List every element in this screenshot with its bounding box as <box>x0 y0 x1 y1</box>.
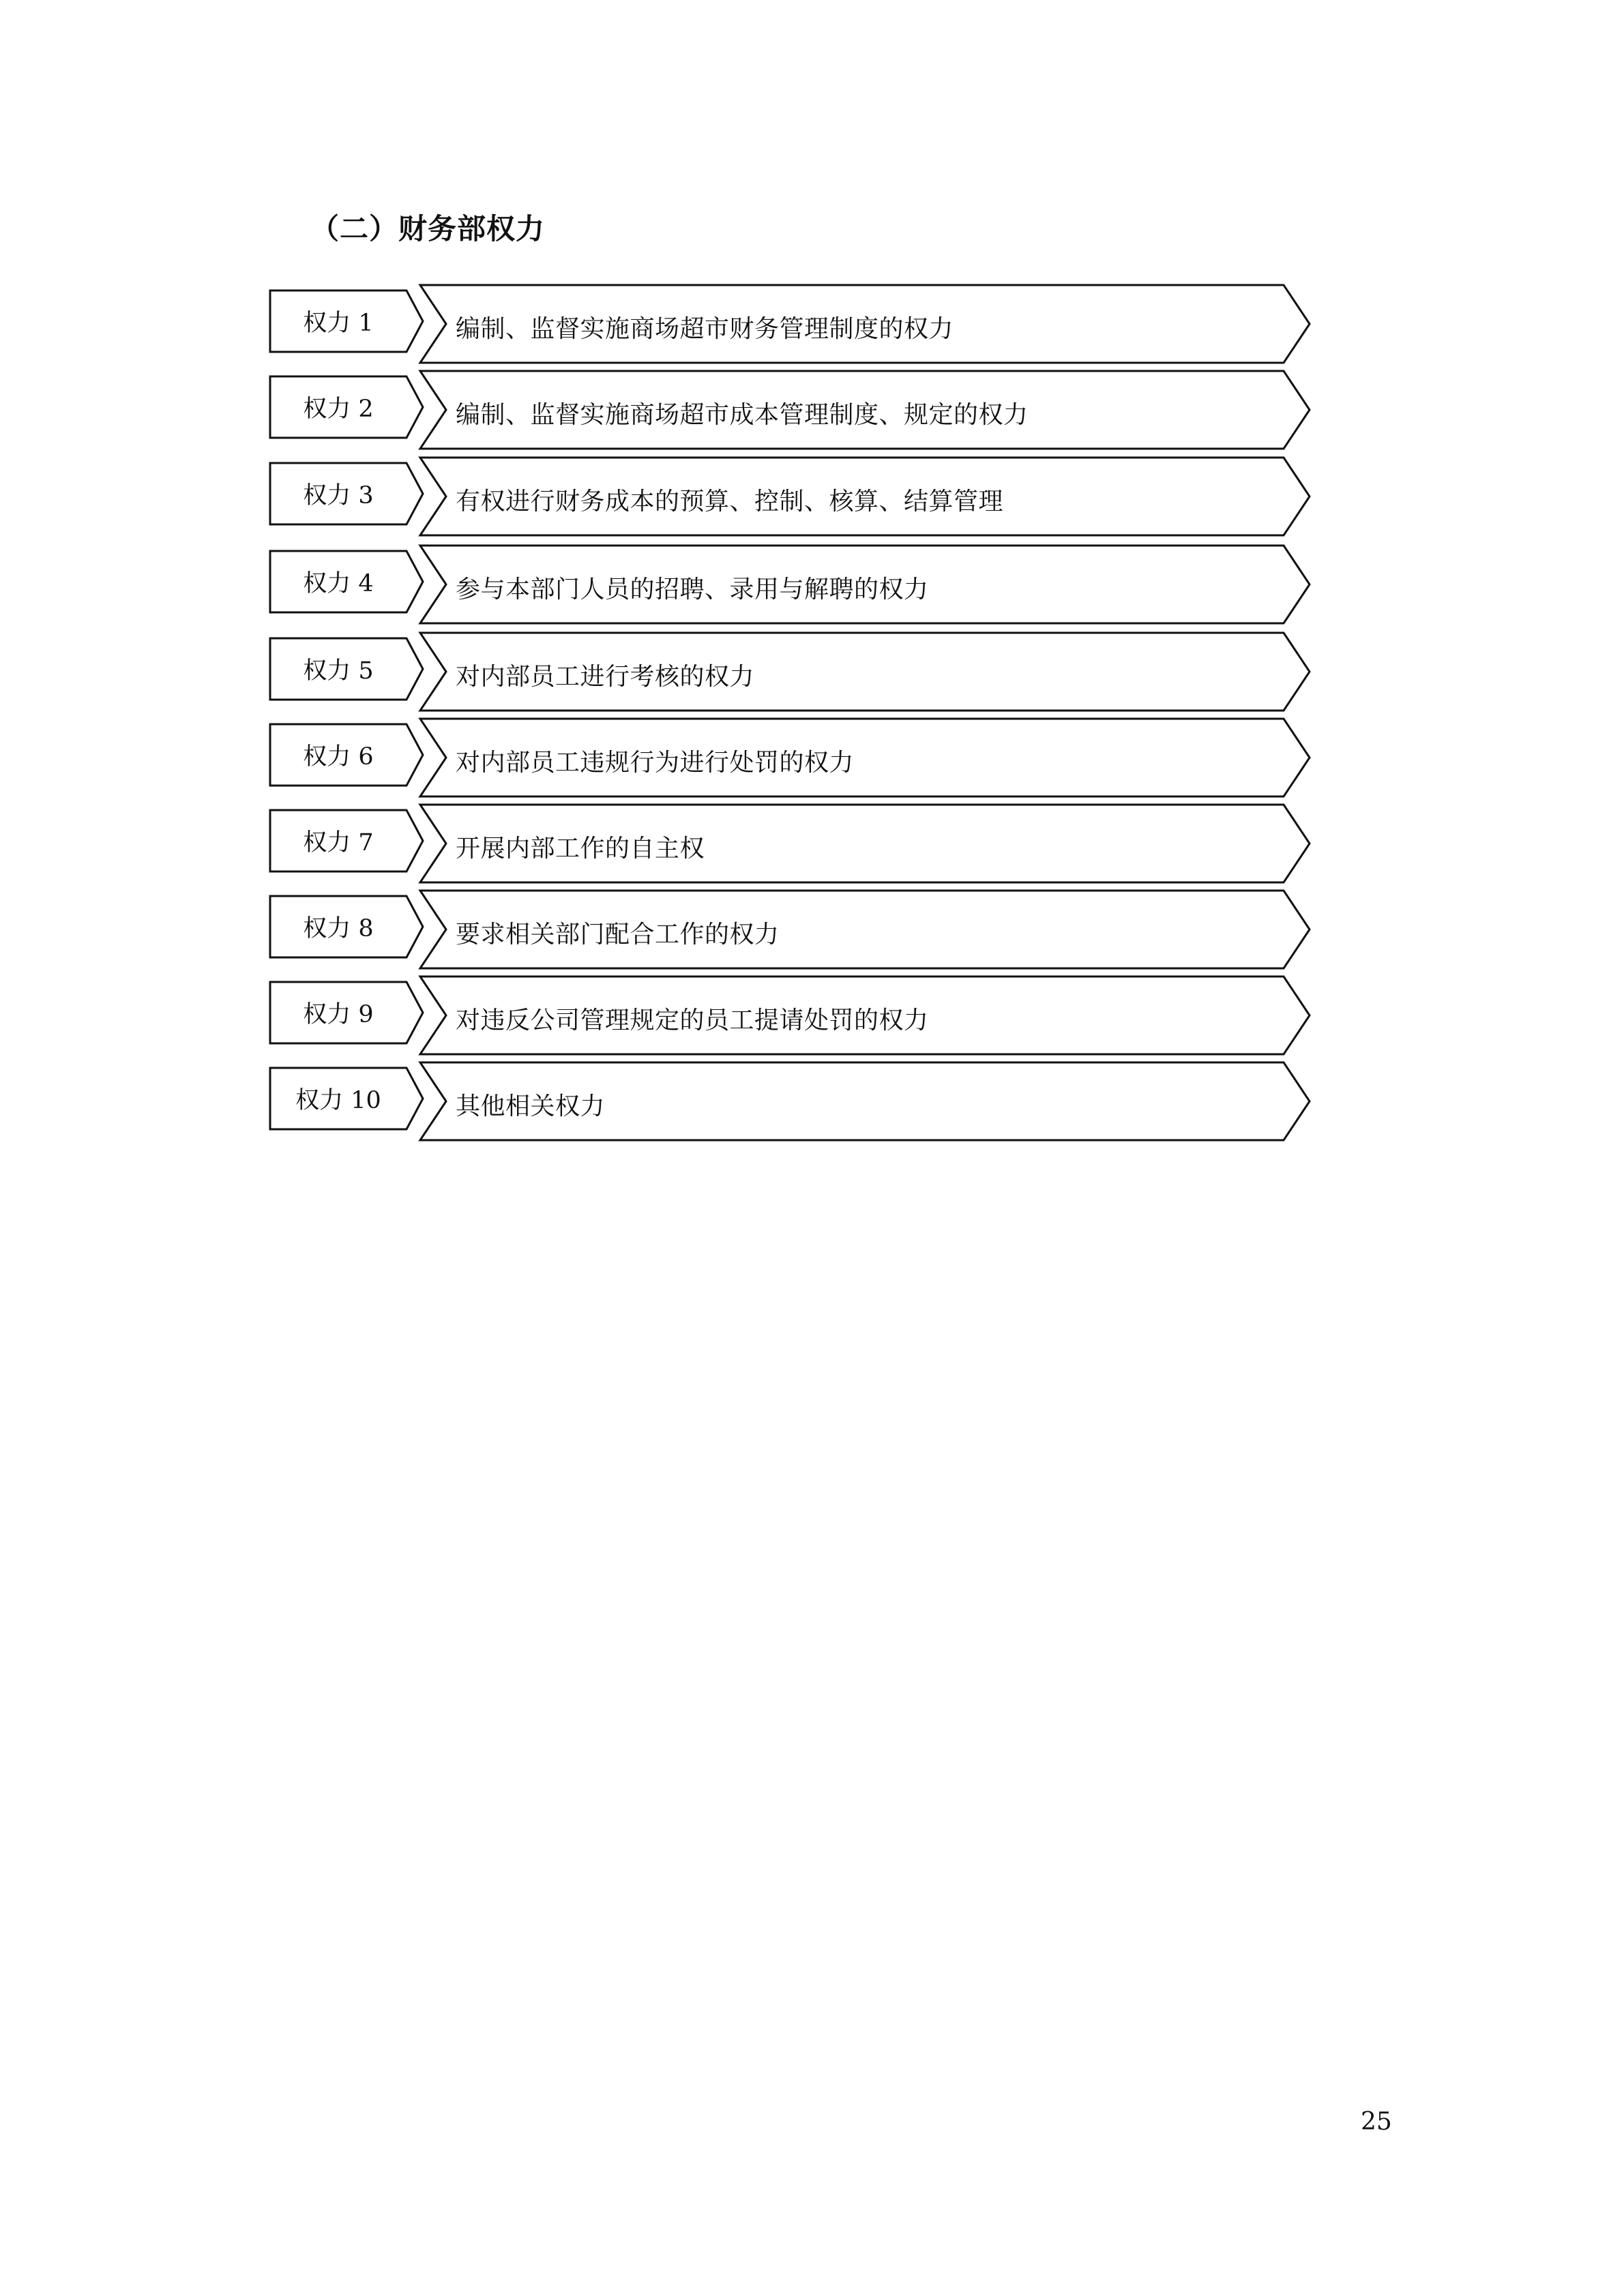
power-row <box>266 1060 1316 1140</box>
power-row <box>266 802 1316 882</box>
power-label: 权力 6 <box>303 743 374 771</box>
power-label: 权力 3 <box>303 482 374 509</box>
power-label: 权力 9 <box>303 1001 374 1028</box>
power-description: 编制、监督实施商场超市成本管理制度、规定的权力 <box>456 400 1029 429</box>
power-label: 权力 7 <box>303 829 374 856</box>
power-row <box>266 455 1316 535</box>
power-description: 对违反公司管理规定的员工提请处罚的权力 <box>456 1006 929 1034</box>
power-description: 有权进行财务成本的预算、控制、核算、结算管理 <box>456 487 1004 516</box>
power-description: 要求相关部门配合工作的权力 <box>456 920 780 949</box>
power-row <box>266 368 1316 449</box>
page-number: 25 <box>1361 2108 1392 2136</box>
power-description: 其他相关权力 <box>456 1092 606 1120</box>
power-label: 权力 2 <box>303 396 374 423</box>
power-label: 权力 4 <box>303 570 374 597</box>
power-label: 权力 10 <box>295 1087 381 1114</box>
power-row <box>266 974 1316 1054</box>
power-label: 权力 8 <box>303 915 374 942</box>
section-title: （二）财务部权力 <box>310 212 546 245</box>
power-description: 对内部员工进行考核的权力 <box>456 662 755 691</box>
power-description: 编制、监督实施商场超市财务管理制度的权力 <box>456 314 954 343</box>
power-label: 权力 1 <box>303 310 374 337</box>
power-description: 对内部员工违规行为进行处罚的权力 <box>456 748 855 777</box>
power-description: 开展内部工作的自主权 <box>456 834 705 863</box>
power-row <box>266 630 1316 711</box>
power-row <box>266 716 1316 796</box>
power-list <box>266 282 1316 1148</box>
power-label: 权力 5 <box>303 657 374 685</box>
power-row <box>266 888 1316 968</box>
power-row <box>266 282 1316 363</box>
power-row <box>266 543 1316 623</box>
power-description: 参与本部门人员的招聘、录用与解聘的权力 <box>456 575 929 603</box>
